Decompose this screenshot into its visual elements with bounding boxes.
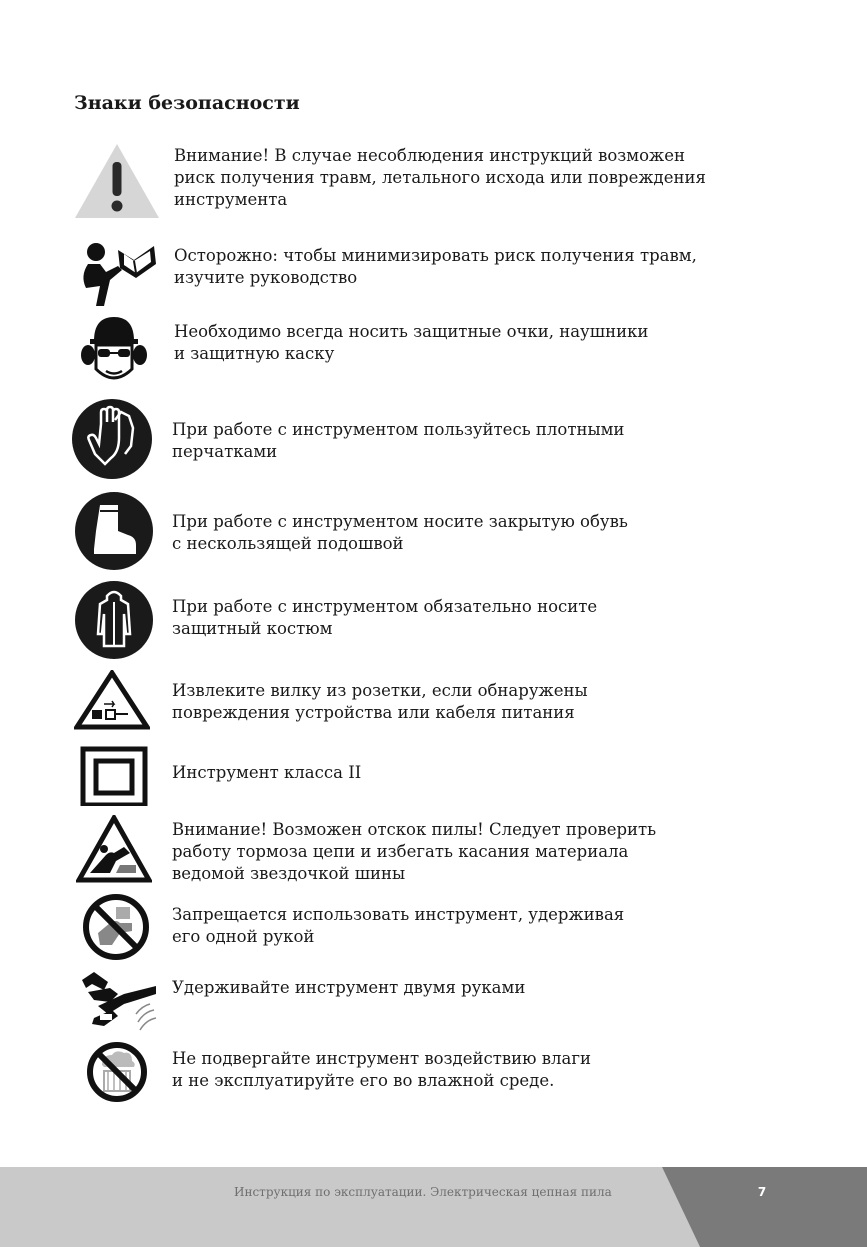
- sign-text: Извлеките вилку из розетки, если обнаружены повреждения устройства или кабеля питания: [172, 681, 588, 722]
- sign-text: Не подвергайте инструмент воздействию влаги и не эксплуатируйте его во влажной среде.: [172, 1049, 591, 1090]
- sign-text: Внимание! Возможен отскок пилы! Следует проверить работу тормоза цепи и избегать касания материала ведомой звездочкой шины: [172, 820, 657, 883]
- warning-triangle-icon: [73, 142, 161, 220]
- sign-text: При работе с инструментом носите закрытую обувь с нескользящей подошвой: [172, 512, 628, 553]
- page-number: 7: [757, 1185, 767, 1199]
- no-rain-icon: [84, 1041, 150, 1103]
- footer-band: [0, 1167, 700, 1247]
- page-title: Знаки безопасности: [74, 92, 300, 114]
- boot-icon: [74, 491, 154, 571]
- sign-text: Необходимо всегда носить защитные очки, наушники и защитную каску: [174, 322, 649, 363]
- read-manual-icon: [78, 240, 160, 308]
- class-ii-icon: [80, 746, 148, 806]
- sign-text: При работе с инструментом пользуйтесь плотными перчатками: [172, 420, 625, 461]
- kickback-warning-icon: [76, 815, 152, 883]
- sign-text: Инструмент класса II: [172, 763, 362, 782]
- sign-text: Осторожно: чтобы минимизировать риск получения травм, изучите руководство: [174, 246, 697, 287]
- footer-document-title: Инструкция по эксплуатации. Электрическая цепная пила: [234, 1185, 612, 1199]
- sign-text: Внимание! В случае несоблюдения инструкций возможен риск получения травм, летального исхода или повреждения инструмента: [174, 146, 706, 209]
- sign-text: Запрещается использовать инструмент, удерживая его одной рукой: [172, 905, 625, 946]
- gloves-icon: [71, 398, 153, 480]
- head-protection-icon: [78, 313, 150, 391]
- unplug-warning-icon: [74, 670, 150, 730]
- protective-suit-icon: [74, 580, 154, 660]
- page-footer: [0, 1167, 867, 1247]
- two-hands-icon: [78, 970, 158, 1040]
- sign-text: Удерживайте инструмент двумя руками: [172, 978, 526, 997]
- sign-text: При работе с инструментом обязательно носите защитный костюм: [172, 597, 598, 638]
- no-one-hand-icon: [80, 893, 152, 961]
